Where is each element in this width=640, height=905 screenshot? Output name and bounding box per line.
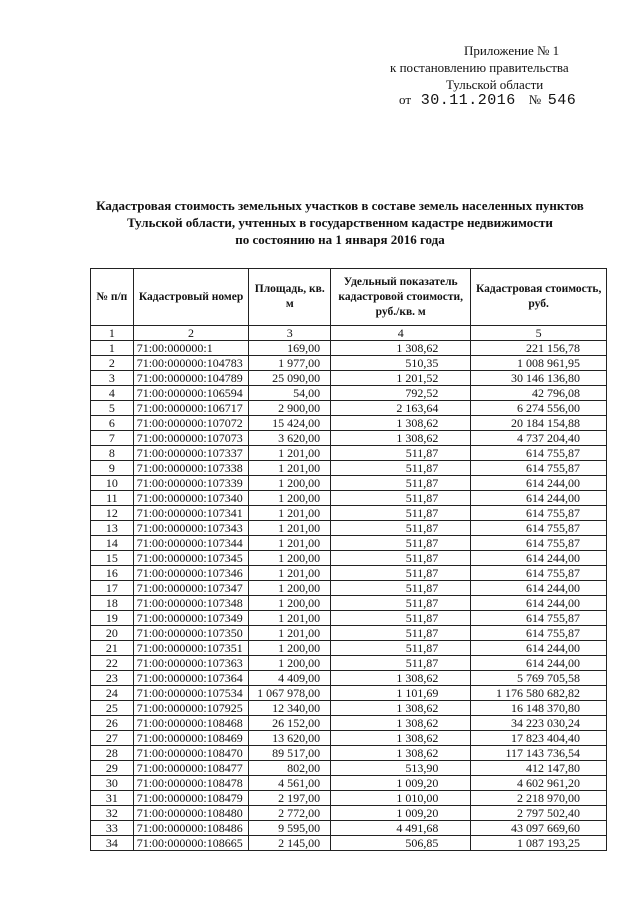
title-line-2: Тульской области, учтенных в государственном кадастре недвижимости	[127, 215, 553, 230]
table-row	[91, 581, 607, 596]
row-area: 4 561,00	[249, 776, 331, 791]
row-cadastral-value: 614 244,00	[471, 551, 607, 566]
row-cadastral-value: 16 148 370,80	[471, 701, 607, 716]
row-cadastral-number: 71:00:000000:107338	[133, 461, 249, 476]
row-index: 1	[91, 341, 134, 356]
title-line-3: по состоянию на 1 января 2016 года	[235, 232, 445, 247]
appendix-label: Приложение № 1	[464, 43, 560, 58]
row-area: 169,00	[249, 341, 331, 356]
resolution-date-line	[399, 92, 576, 109]
table-row	[91, 446, 607, 461]
row-cadastral-value: 34 223 030,24	[471, 716, 607, 731]
row-cadastral-number: 71:00:000000:108470	[133, 746, 249, 761]
table-row	[91, 341, 607, 356]
row-cadastral-value: 4 737 204,40	[471, 431, 607, 446]
row-cadastral-value: 43 097 669,60	[471, 821, 607, 836]
row-area: 25 090,00	[249, 371, 331, 386]
row-cadastral-value: 1 087 193,25	[471, 836, 607, 851]
row-specific-value: 1 308,62	[331, 716, 471, 731]
table-row	[91, 611, 607, 626]
row-cadastral-value: 614 244,00	[471, 596, 607, 611]
row-cadastral-value: 221 156,78	[471, 341, 607, 356]
row-cadastral-number: 71:00:000000:107347	[133, 581, 249, 596]
row-area: 1 200,00	[249, 596, 331, 611]
row-index: 24	[91, 686, 134, 701]
row-specific-value: 1 101,69	[331, 686, 471, 701]
number-prefix: №	[528, 92, 542, 107]
row-specific-value: 4 491,68	[331, 821, 471, 836]
table-row	[91, 806, 607, 821]
row-cadastral-number: 71:00:000000:107364	[133, 671, 249, 686]
row-index: 31	[91, 791, 134, 806]
row-cadastral-number: 71:00:000000:107363	[133, 656, 249, 671]
row-specific-value: 1 308,62	[331, 671, 471, 686]
row-area: 802,00	[249, 761, 331, 776]
appendix-header	[390, 42, 590, 93]
row-cadastral-number: 71:00:000000:107339	[133, 476, 249, 491]
title-line-1: Кадастровая стоимость земельных участков в составе земель населенных пунктов	[96, 198, 584, 213]
row-cadastral-number: 71:00:000000:108469	[133, 731, 249, 746]
row-index: 22	[91, 656, 134, 671]
column-number-row	[91, 326, 607, 341]
table-row	[91, 461, 607, 476]
row-index: 14	[91, 536, 134, 551]
table-row	[91, 386, 607, 401]
row-specific-value: 513,90	[331, 761, 471, 776]
row-area: 1 977,00	[249, 356, 331, 371]
row-specific-value: 1 009,20	[331, 776, 471, 791]
row-cadastral-number: 71:00:000000:107348	[133, 596, 249, 611]
table-header-row	[91, 269, 607, 326]
row-index: 25	[91, 701, 134, 716]
row-index: 34	[91, 836, 134, 851]
resolution-number: 546	[547, 92, 577, 109]
row-cadastral-number: 71:00:000000:1	[133, 341, 249, 356]
header-cadastral-number: Кадастровый номер	[133, 269, 249, 326]
row-cadastral-number: 71:00:000000:107072	[133, 416, 249, 431]
column-number: 4	[331, 326, 471, 341]
row-area: 1 200,00	[249, 641, 331, 656]
row-area: 15 424,00	[249, 416, 331, 431]
column-number: 3	[249, 326, 331, 341]
row-specific-value: 1 308,62	[331, 341, 471, 356]
row-specific-value: 1 308,62	[331, 731, 471, 746]
row-area: 1 200,00	[249, 491, 331, 506]
row-cadastral-value: 614 755,87	[471, 506, 607, 521]
table-row	[91, 701, 607, 716]
row-area: 1 200,00	[249, 656, 331, 671]
table-row	[91, 776, 607, 791]
row-index: 16	[91, 566, 134, 581]
row-cadastral-value: 2 218 970,00	[471, 791, 607, 806]
row-specific-value: 511,87	[331, 641, 471, 656]
row-cadastral-value: 6 274 556,00	[471, 401, 607, 416]
row-area: 1 067 978,00	[249, 686, 331, 701]
row-cadastral-number: 71:00:000000:108468	[133, 716, 249, 731]
row-specific-value: 511,87	[331, 626, 471, 641]
row-cadastral-value: 5 769 705,58	[471, 671, 607, 686]
row-cadastral-number: 71:00:000000:108486	[133, 821, 249, 836]
row-area: 1 201,00	[249, 521, 331, 536]
row-specific-value: 511,87	[331, 656, 471, 671]
row-area: 2 145,00	[249, 836, 331, 851]
row-cadastral-number: 71:00:000000:107346	[133, 566, 249, 581]
row-index: 18	[91, 596, 134, 611]
row-index: 17	[91, 581, 134, 596]
row-specific-value: 1 308,62	[331, 431, 471, 446]
row-cadastral-value: 17 823 404,40	[471, 731, 607, 746]
table-row	[91, 371, 607, 386]
row-cadastral-value: 412 147,80	[471, 761, 607, 776]
row-area: 1 200,00	[249, 581, 331, 596]
row-cadastral-value: 30 146 136,80	[471, 371, 607, 386]
table-row	[91, 506, 607, 521]
table-row	[91, 521, 607, 536]
row-area: 89 517,00	[249, 746, 331, 761]
table-row	[91, 671, 607, 686]
table-row	[91, 536, 607, 551]
row-specific-value: 511,87	[331, 536, 471, 551]
row-area: 1 201,00	[249, 611, 331, 626]
row-cadastral-number: 71:00:000000:108477	[133, 761, 249, 776]
row-specific-value: 1 009,20	[331, 806, 471, 821]
row-cadastral-number: 71:00:000000:107534	[133, 686, 249, 701]
row-index: 20	[91, 626, 134, 641]
row-index: 4	[91, 386, 134, 401]
row-cadastral-number: 71:00:000000:107344	[133, 536, 249, 551]
row-area: 1 201,00	[249, 446, 331, 461]
cadastral-value-table	[90, 268, 607, 851]
row-area: 1 201,00	[249, 536, 331, 551]
table-row	[91, 491, 607, 506]
row-cadastral-value: 614 755,87	[471, 566, 607, 581]
row-specific-value: 511,87	[331, 461, 471, 476]
row-cadastral-number: 71:00:000000:107073	[133, 431, 249, 446]
row-cadastral-number: 71:00:000000:107341	[133, 506, 249, 521]
row-cadastral-number: 71:00:000000:107340	[133, 491, 249, 506]
row-index: 21	[91, 641, 134, 656]
row-cadastral-value: 614 244,00	[471, 476, 607, 491]
row-cadastral-number: 71:00:000000:108479	[133, 791, 249, 806]
row-cadastral-number: 71:00:000000:107925	[133, 701, 249, 716]
column-number: 5	[471, 326, 607, 341]
row-specific-value: 792,52	[331, 386, 471, 401]
table-row	[91, 401, 607, 416]
row-cadastral-number: 71:00:000000:107337	[133, 446, 249, 461]
row-cadastral-value: 614 244,00	[471, 491, 607, 506]
row-cadastral-number: 71:00:000000:107345	[133, 551, 249, 566]
row-cadastral-value: 42 796,08	[471, 386, 607, 401]
table-row	[91, 596, 607, 611]
row-index: 9	[91, 461, 134, 476]
row-specific-value: 511,87	[331, 551, 471, 566]
row-area: 1 201,00	[249, 626, 331, 641]
row-index: 23	[91, 671, 134, 686]
row-cadastral-value: 614 755,87	[471, 611, 607, 626]
row-index: 15	[91, 551, 134, 566]
row-index: 5	[91, 401, 134, 416]
row-cadastral-value: 20 184 154,88	[471, 416, 607, 431]
row-specific-value: 511,87	[331, 521, 471, 536]
row-index: 13	[91, 521, 134, 536]
table-row	[91, 836, 607, 851]
row-specific-value: 511,87	[331, 581, 471, 596]
row-cadastral-value: 4 602 961,20	[471, 776, 607, 791]
row-area: 2 772,00	[249, 806, 331, 821]
row-index: 8	[91, 446, 134, 461]
row-cadastral-value: 614 755,87	[471, 461, 607, 476]
row-specific-value: 511,87	[331, 566, 471, 581]
row-area: 1 200,00	[249, 551, 331, 566]
row-specific-value: 1 308,62	[331, 416, 471, 431]
header-area: Площадь, кв. м	[249, 269, 331, 326]
table-row	[91, 356, 607, 371]
row-cadastral-value: 1 008 961,95	[471, 356, 607, 371]
row-index: 29	[91, 761, 134, 776]
row-index: 2	[91, 356, 134, 371]
row-cadastral-number: 71:00:000000:108665	[133, 836, 249, 851]
row-index: 12	[91, 506, 134, 521]
row-area: 4 409,00	[249, 671, 331, 686]
row-area: 26 152,00	[249, 716, 331, 731]
row-area: 9 595,00	[249, 821, 331, 836]
header-cadastral-value: Кадастровая стоимость, руб.	[471, 269, 607, 326]
row-index: 3	[91, 371, 134, 386]
row-area: 2 197,00	[249, 791, 331, 806]
table-row	[91, 716, 607, 731]
row-specific-value: 1 010,00	[331, 791, 471, 806]
table-row	[91, 641, 607, 656]
row-area: 12 340,00	[249, 701, 331, 716]
table-row	[91, 566, 607, 581]
row-area: 3 620,00	[249, 431, 331, 446]
table-row	[91, 476, 607, 491]
row-cadastral-number: 71:00:000000:106717	[133, 401, 249, 416]
table-row	[91, 731, 607, 746]
row-index: 30	[91, 776, 134, 791]
column-number: 1	[91, 326, 134, 341]
row-specific-value: 511,87	[331, 491, 471, 506]
row-cadastral-number: 71:00:000000:104789	[133, 371, 249, 386]
row-area: 2 900,00	[249, 401, 331, 416]
row-cadastral-number: 71:00:000000:107349	[133, 611, 249, 626]
row-index: 32	[91, 806, 134, 821]
row-cadastral-value: 2 797 502,40	[471, 806, 607, 821]
row-cadastral-number: 71:00:000000:108480	[133, 806, 249, 821]
row-cadastral-value: 117 143 736,54	[471, 746, 607, 761]
row-area: 1 201,00	[249, 506, 331, 521]
row-specific-value: 1 308,62	[331, 746, 471, 761]
row-specific-value: 2 163,64	[331, 401, 471, 416]
row-index: 33	[91, 821, 134, 836]
row-area: 13 620,00	[249, 731, 331, 746]
row-specific-value: 506,85	[331, 836, 471, 851]
row-cadastral-value: 614 244,00	[471, 656, 607, 671]
table-row	[91, 746, 607, 761]
row-index: 6	[91, 416, 134, 431]
row-specific-value: 510,35	[331, 356, 471, 371]
row-cadastral-number: 71:00:000000:104783	[133, 356, 249, 371]
table-row	[91, 821, 607, 836]
header-index: № п/п	[91, 269, 134, 326]
table-row	[91, 686, 607, 701]
row-cadastral-number: 71:00:000000:107350	[133, 626, 249, 641]
row-index: 7	[91, 431, 134, 446]
row-specific-value: 511,87	[331, 596, 471, 611]
table-row	[91, 551, 607, 566]
date-prefix: от	[399, 92, 412, 107]
header-specific-value: Удельный показатель кадастровой стоимости, руб./кв. м	[331, 269, 471, 326]
row-specific-value: 1 201,52	[331, 371, 471, 386]
row-specific-value: 511,87	[331, 476, 471, 491]
row-cadastral-value: 614 755,87	[471, 626, 607, 641]
row-index: 26	[91, 716, 134, 731]
document-title	[60, 197, 620, 248]
row-cadastral-value: 614 755,87	[471, 446, 607, 461]
row-cadastral-value: 614 755,87	[471, 521, 607, 536]
row-specific-value: 511,87	[331, 611, 471, 626]
row-area: 1 200,00	[249, 476, 331, 491]
region-label: Тульской области	[446, 77, 544, 92]
row-area: 1 201,00	[249, 461, 331, 476]
resolution-date: 30.11.2016	[420, 92, 516, 109]
row-specific-value: 511,87	[331, 506, 471, 521]
row-cadastral-number: 71:00:000000:107351	[133, 641, 249, 656]
row-index: 27	[91, 731, 134, 746]
row-specific-value: 511,87	[331, 446, 471, 461]
row-index: 19	[91, 611, 134, 626]
row-cadastral-value: 614 755,87	[471, 536, 607, 551]
table-row	[91, 626, 607, 641]
table-row	[91, 656, 607, 671]
row-cadastral-value: 1 176 580 682,82	[471, 686, 607, 701]
table-row	[91, 791, 607, 806]
row-cadastral-number: 71:00:000000:107343	[133, 521, 249, 536]
column-number: 2	[133, 326, 249, 341]
table-row	[91, 431, 607, 446]
row-cadastral-number: 71:00:000000:106594	[133, 386, 249, 401]
row-cadastral-number: 71:00:000000:108478	[133, 776, 249, 791]
table-row	[91, 761, 607, 776]
row-index: 10	[91, 476, 134, 491]
row-area: 1 201,00	[249, 566, 331, 581]
row-specific-value: 1 308,62	[331, 701, 471, 716]
row-index: 11	[91, 491, 134, 506]
row-cadastral-value: 614 244,00	[471, 581, 607, 596]
table-row	[91, 416, 607, 431]
row-cadastral-value: 614 244,00	[471, 641, 607, 656]
resolution-label: к постановлению правительства	[390, 60, 569, 75]
row-index: 28	[91, 746, 134, 761]
row-area: 54,00	[249, 386, 331, 401]
